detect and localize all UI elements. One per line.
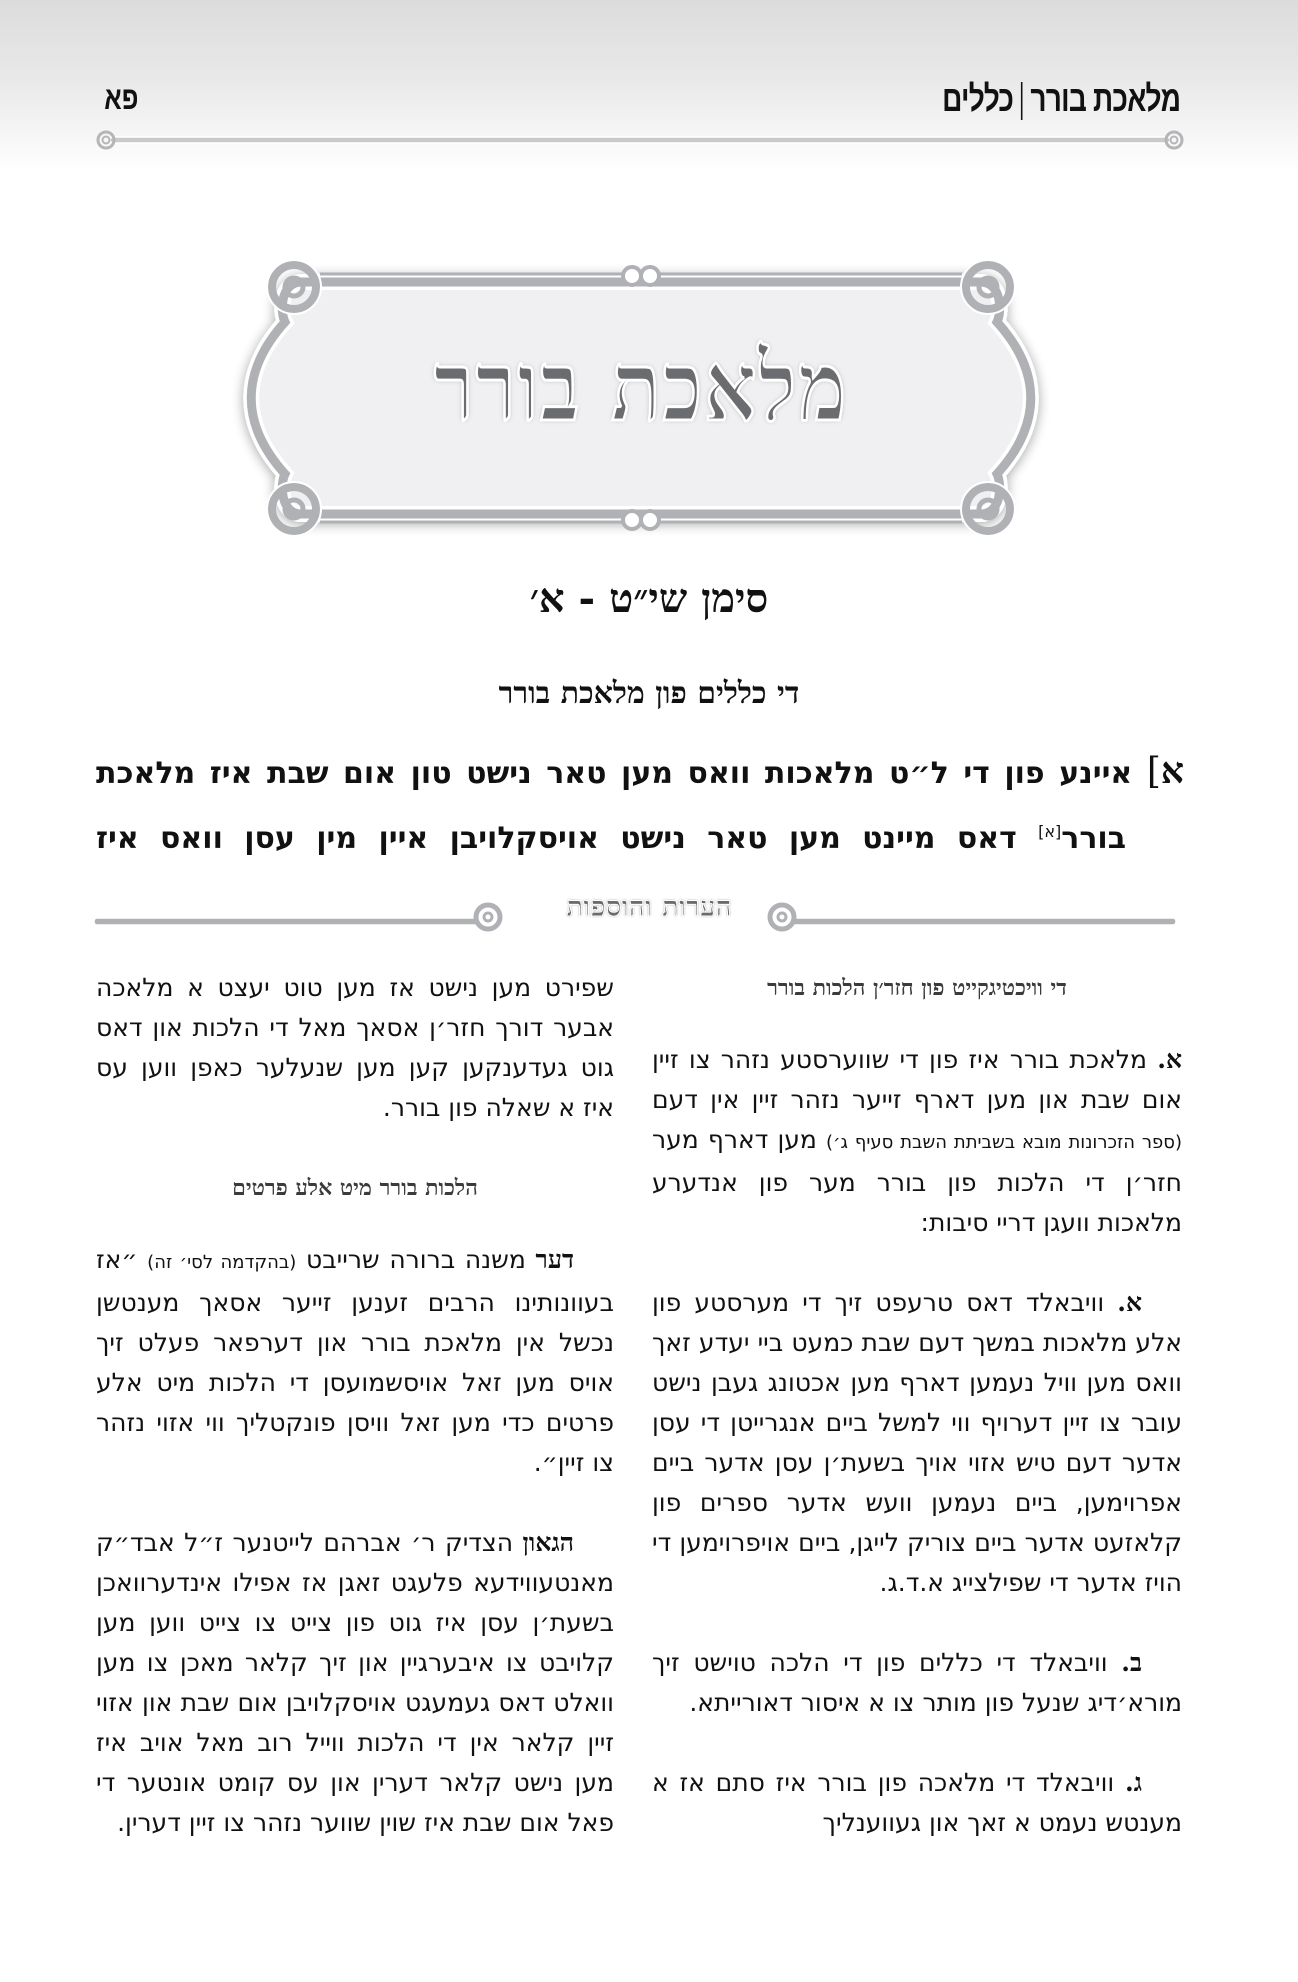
mishna-brura-text: משנה ברורה שרייבט xyxy=(296,1245,536,1274)
running-title-main: מלאכת בורר xyxy=(1030,78,1180,119)
gaon-paragraph xyxy=(96,1523,614,1843)
citation: (בהקדמה לסי׳ זה) xyxy=(147,1252,297,1273)
citation: (ספר הזכרונות מובא בשביתת השבת סעיף ג׳) xyxy=(826,1132,1182,1153)
mishna-brura-quote: ״אז בעוונותינו הרבים זענען זייער אסאך מענטשן נכשל אין מלאכת בורר און דערפאר פעלט זיך אויס מען זאל אויסשמועסן די הלכות מיט אלע פרטים כדי מען זאל וויסן פונקטליך ווי אזוי נזהר צו זיין״. xyxy=(96,1245,614,1477)
intro-line-2-start: בורר xyxy=(1061,821,1126,856)
running-title xyxy=(942,78,1180,120)
reason-a-text: וויבאלד דאס טרעפט זיך די מערסטע פון אלע מלאכות במשך דעם שבת כמעט ביי יעדע זאך וואס מען וויל נעמען דארף מען אכטונג געבן נישט עובר צו זיין דערויף ווי למשל ביים אנגרייטן די עסן אדער דעם טיש אזוי אויך בשעת׳ן עסן אדער ביים אפרוימען, ביים נעמען וועש אדער ספרים פון קלאזעט אדער ביים צוריק לייגן, ביים אויפרוימען די הויז אדער די שפילצייג א.ד.ג. xyxy=(652,1288,1182,1597)
intro-line-1-text: איינע פון די ל״ט מלאכות וואס מען טאר נישט טון אום שבת איז מלאכת xyxy=(96,756,1133,791)
notes-divider-label: הערות והוספות xyxy=(566,890,732,923)
reason-b xyxy=(652,1643,1182,1723)
reason-c xyxy=(652,1763,1182,1843)
mishna-brura-paragraph xyxy=(96,1240,614,1483)
chapter-title: מלאכת בורר xyxy=(433,330,849,443)
paragraph-marker: א xyxy=(1160,750,1184,792)
intro-line-1 xyxy=(96,742,1184,803)
reason-a-marker: א. xyxy=(1117,1288,1142,1317)
page-number: פא xyxy=(104,80,139,116)
left-column xyxy=(96,968,614,1883)
siman-heading: סימן שי״ט - א׳ xyxy=(529,575,769,622)
gaon-text: הצדיק ר׳ אברהם לייטנער ז״ל אבד״ק מאנטעווידעא פלעגט זאגן אז אפילו אינדערוואכן בשעת׳ן עסן איז גוט פון צייט צו צייט ווען מען קלויבט צו איבערגיין און זיך קלאר מאכן צו מען וואלט דאס געמעגט אויסקלויבן אום שבת און אזוי זיין קלאר אין די הלכות ווייל רוב מאל אויב איז מען נישט קלאר דערין און עס קומט אונטער די פאל אום שבת איז שוין שווער נזהר צו זיין דערין. xyxy=(96,1528,614,1837)
left-column-heading: הלכות בורר מיט אלע פרטים xyxy=(232,1175,478,1201)
reason-a xyxy=(652,1283,1182,1603)
intro-line-2-rest: דאס מיינט מען טאר נישט אויסקלויבן איין מין עסן וואס איז xyxy=(96,821,1039,856)
right-column-heading: די וויכטיגקייט פון חזר׳ן הלכות בורר xyxy=(767,975,1067,1001)
reason-c-text: וויבאלד די מלאכה פון בורר איז סתם אז א מענטש נעמט א זאך און געווענליך xyxy=(652,1768,1182,1837)
intro-paragraph xyxy=(96,742,1184,868)
running-title-section: כללים xyxy=(941,78,1014,119)
paragraph-a xyxy=(652,1040,1182,1243)
gaon-lead: הגאון xyxy=(522,1528,574,1557)
paragraph-a-text: מלאכת בורר איז פון די שווערסטע נזהר צו זיין אום שבת און מען דארף זייער נזהר זיין אין דעם xyxy=(652,1045,1182,1114)
intro-line-2 xyxy=(96,803,1184,868)
right-column xyxy=(652,968,1182,1883)
section-subtitle: די כללים פון מלאכת בורר xyxy=(498,676,800,711)
reason-b-text: וויבאלד די כללים פון די הלכה טוישט זיך מורא׳דיג שנעל פון מותר צו א איסור דאורייתא. xyxy=(652,1648,1182,1717)
reason-c-marker: ג. xyxy=(1125,1768,1142,1797)
continued-paragraph: שפירט מען נישט אז מען טוט יעצט א מלאכה אבער דורך חזר׳ן אסאך מאל די הלכות און דאס גוט געדענקען קען מען שנעלער כאפן ווען עס איז א שאלה פון בורר. xyxy=(96,973,614,1122)
paragraph-a-marker: א. xyxy=(1157,1045,1183,1074)
footnote-ref[interactable]: [א] xyxy=(1038,822,1062,841)
mishna-brura-lead: דער xyxy=(535,1245,574,1274)
marker-bracket: ] xyxy=(1146,751,1161,792)
paragraph-a-text-cont: מען דארף מער חזר׳ן די הלכות פון בורר מער פון אנדערע מלאכות וועגן דריי סיבות: xyxy=(652,1125,1182,1237)
reason-b-marker: ב. xyxy=(1121,1648,1143,1677)
header-ornament-rule xyxy=(96,130,1184,150)
title-separator xyxy=(1021,82,1023,120)
